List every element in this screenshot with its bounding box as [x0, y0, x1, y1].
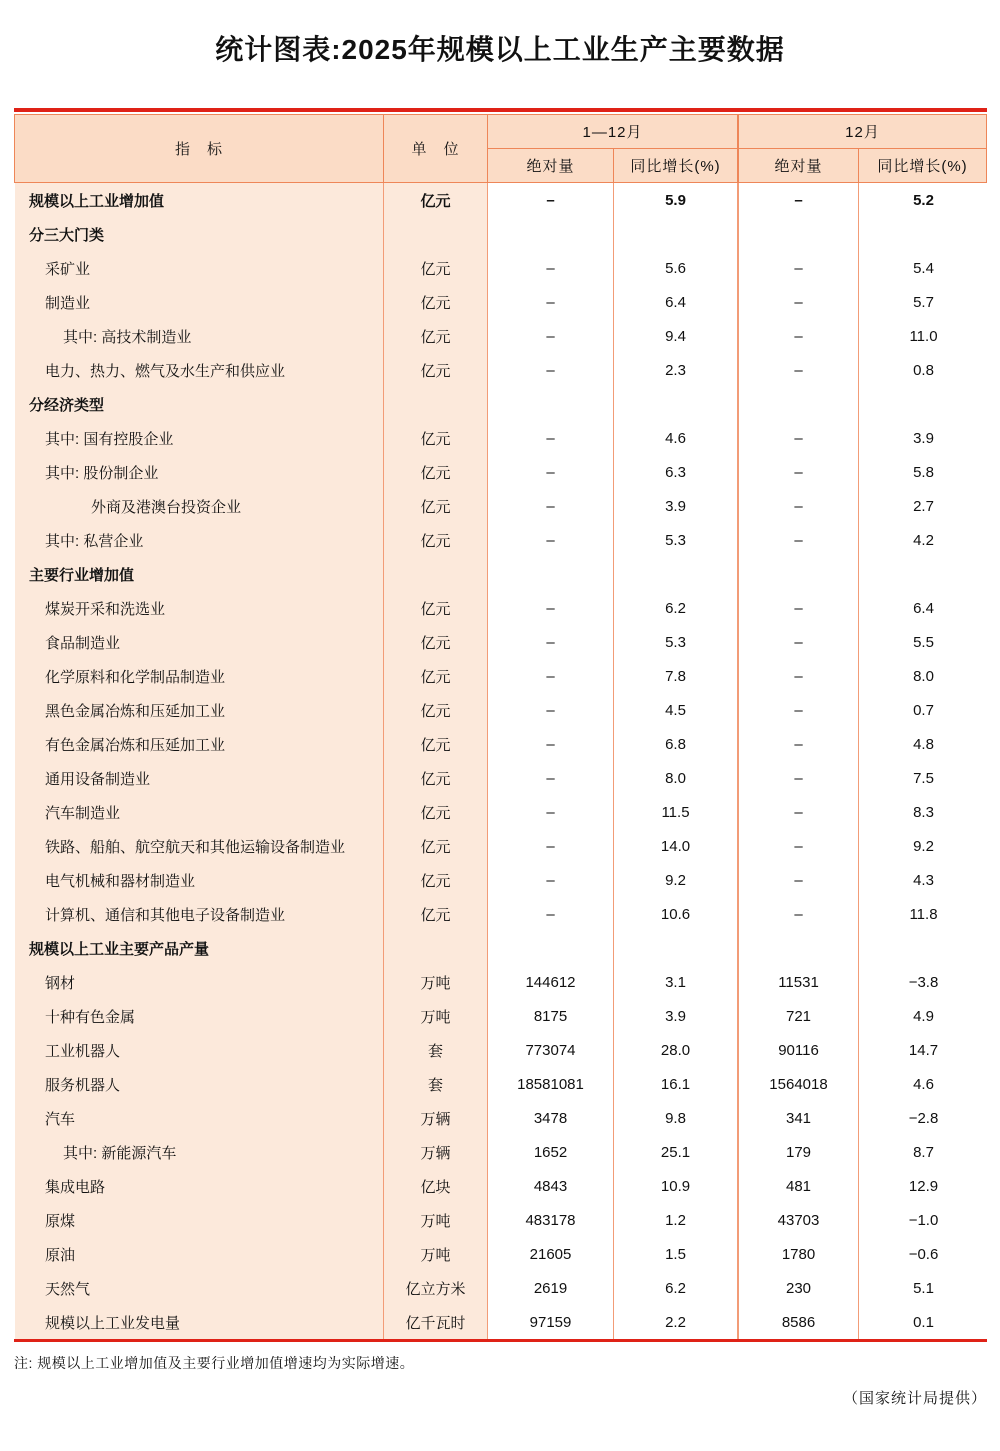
row-unit: 万辆: [384, 1135, 488, 1169]
row-value: –: [739, 285, 859, 319]
row-unit: 亿元: [384, 183, 488, 217]
table-row: [15, 489, 986, 523]
row-value: –: [488, 761, 614, 795]
row-unit: 亿元: [384, 285, 488, 319]
row-value: [488, 931, 614, 965]
row-value: 4.8: [913, 735, 934, 753]
table-row: [15, 1203, 986, 1237]
row-unit: 亿元: [384, 659, 488, 693]
row-value: 11.8: [909, 905, 938, 923]
row-value: 9.2: [614, 863, 739, 897]
table-row: [15, 387, 986, 421]
row-value: –: [488, 353, 614, 387]
row-value: [614, 217, 739, 251]
row-value: 8.0: [614, 761, 739, 795]
row-value: 6.4: [913, 599, 934, 617]
row-value: [859, 931, 988, 965]
header-group-dec: 12月: [739, 115, 986, 149]
row-indicator: 其中: 高技术制造业: [15, 319, 384, 353]
row-value: −1.0: [908, 1211, 939, 1229]
row-indicator: 其中: 私营企业: [15, 523, 384, 557]
row-unit: 套: [384, 1067, 488, 1101]
row-unit: [384, 387, 488, 421]
row-value: 3.9: [614, 999, 739, 1033]
table-row: [15, 829, 986, 863]
row-value: –: [739, 761, 859, 795]
row-value: 3.9: [614, 489, 739, 523]
row-unit: 亿元: [384, 897, 488, 931]
row-indicator: 采矿业: [15, 251, 384, 285]
row-unit: 万吨: [384, 1237, 488, 1271]
table-row: [15, 251, 986, 285]
row-value: [614, 387, 739, 421]
row-unit: [384, 217, 488, 251]
row-value: 25.1: [614, 1135, 739, 1169]
row-value: [739, 557, 859, 591]
row-value: 6.2: [614, 1271, 739, 1305]
row-value: 1564018: [739, 1067, 859, 1101]
row-value: [488, 557, 614, 591]
row-value: 14.0: [614, 829, 739, 863]
row-value: –: [739, 897, 859, 931]
row-unit: [384, 931, 488, 965]
table-header: [14, 114, 987, 183]
row-indicator: 集成电路: [15, 1169, 384, 1203]
row-indicator: 电力、热力、燃气及水生产和供应业: [15, 353, 384, 387]
row-unit: 亿元: [384, 523, 488, 557]
row-value: 1652: [488, 1135, 614, 1169]
row-value: 18581081: [488, 1067, 614, 1101]
row-value: 1.5: [614, 1237, 739, 1271]
row-value: 5.2: [913, 191, 934, 209]
row-indicator: 制造业: [15, 285, 384, 319]
row-value: 5.3: [614, 523, 739, 557]
row-value: –: [739, 319, 859, 353]
row-indicator: 通用设备制造业: [15, 761, 384, 795]
table-row: [15, 557, 986, 591]
row-indicator: 黑色金属冶炼和压延加工业: [15, 693, 384, 727]
row-value: –: [488, 183, 614, 217]
row-indicator: 钢材: [15, 965, 384, 999]
row-indicator: 原煤: [15, 1203, 384, 1237]
table-row: [15, 1271, 986, 1305]
row-value: 5.6: [614, 251, 739, 285]
table-row: [15, 693, 986, 727]
row-value: 2.7: [913, 497, 934, 515]
row-value: –: [488, 693, 614, 727]
row-value: 0.7: [913, 701, 934, 719]
row-value: –: [488, 829, 614, 863]
header-group-jan-dec: 1—12月: [488, 115, 739, 149]
row-value: –: [739, 829, 859, 863]
row-value: 11531: [739, 965, 859, 999]
row-value: 773074: [488, 1033, 614, 1067]
table-row: [15, 1135, 986, 1169]
row-value: [859, 387, 988, 421]
row-value: 21605: [488, 1237, 614, 1271]
table-row: [15, 931, 986, 965]
row-unit: 亿元: [384, 727, 488, 761]
row-unit: 亿元: [384, 421, 488, 455]
row-value: 12.9: [908, 1177, 939, 1195]
row-indicator: 计算机、通信和其他电子设备制造业: [15, 897, 384, 931]
row-value: –: [739, 625, 859, 659]
table-note: 注: 规模以上工业增加值及主要行业增加值增速均为实际增速。: [14, 1355, 415, 1371]
row-value: –: [739, 421, 859, 455]
row-indicator: 工业机器人: [15, 1033, 384, 1067]
row-value: 9.2: [913, 837, 934, 855]
table-row: [15, 1169, 986, 1203]
header-absolute-jan-dec: 绝对量: [488, 149, 614, 182]
row-value: 2.2: [614, 1305, 739, 1339]
row-value: 9.8: [614, 1101, 739, 1135]
row-value: 5.7: [913, 293, 934, 311]
row-value: 9.4: [614, 319, 739, 353]
row-unit: 亿元: [384, 761, 488, 795]
row-value: –: [739, 727, 859, 761]
row-indicator: 分经济类型: [15, 387, 384, 421]
row-indicator: 汽车: [15, 1101, 384, 1135]
table-row: [15, 965, 986, 999]
row-unit: 亿元: [384, 693, 488, 727]
row-value: –: [739, 523, 859, 557]
table-bottom-rule: [14, 1339, 987, 1342]
row-value: –: [739, 251, 859, 285]
row-value: 97159: [488, 1305, 614, 1339]
row-value: –: [739, 693, 859, 727]
row-indicator: 其中: 股份制企业: [15, 455, 384, 489]
row-indicator: 原油: [15, 1237, 384, 1271]
row-value: 11.0: [909, 327, 938, 345]
header-unit: 单 位: [384, 115, 488, 182]
row-value: –: [739, 353, 859, 387]
table-row: [15, 727, 986, 761]
row-value: 1.2: [614, 1203, 739, 1237]
row-value: –: [488, 285, 614, 319]
row-indicator: 有色金属冶炼和压延加工业: [15, 727, 384, 761]
row-unit: 亿元: [384, 319, 488, 353]
row-value: –: [488, 625, 614, 659]
table-row: [15, 795, 986, 829]
table-row: [15, 659, 986, 693]
row-value: 8.0: [913, 667, 934, 685]
table-row: [15, 1033, 986, 1067]
row-value: 4.6: [614, 421, 739, 455]
row-indicator: 食品制造业: [15, 625, 384, 659]
row-value: –: [739, 795, 859, 829]
row-indicator: 汽车制造业: [15, 795, 384, 829]
row-value: [739, 931, 859, 965]
row-value: –: [488, 489, 614, 523]
row-value: –: [739, 659, 859, 693]
row-value: −3.8: [908, 973, 939, 991]
row-value: 90116: [739, 1033, 859, 1067]
row-value: –: [488, 795, 614, 829]
row-unit: 亿立方米: [384, 1271, 488, 1305]
row-value: 341: [739, 1101, 859, 1135]
row-unit: 亿元: [384, 829, 488, 863]
row-indicator: 其中: 国有控股企业: [15, 421, 384, 455]
row-unit: 套: [384, 1033, 488, 1067]
page-title: 统计图表:2025年规模以上工业生产主要数据: [215, 34, 785, 65]
row-value: 7.8: [614, 659, 739, 693]
row-value: [739, 387, 859, 421]
row-value: 4.6: [913, 1075, 934, 1093]
row-unit: 万辆: [384, 1101, 488, 1135]
row-indicator: 电气机械和器材制造业: [15, 863, 384, 897]
row-indicator: 其中: 新能源汽车: [15, 1135, 384, 1169]
row-value: 4.5: [614, 693, 739, 727]
row-indicator: 化学原料和化学制品制造业: [15, 659, 384, 693]
row-value: 5.4: [913, 259, 934, 277]
row-value: –: [739, 455, 859, 489]
row-value: 10.9: [614, 1169, 739, 1203]
row-value: 6.8: [614, 727, 739, 761]
row-indicator: 服务机器人: [15, 1067, 384, 1101]
table-row: [15, 217, 986, 251]
row-value: –: [488, 421, 614, 455]
row-unit: [384, 557, 488, 591]
row-indicator: 十种有色金属: [15, 999, 384, 1033]
row-value: −0.6: [908, 1245, 939, 1263]
row-value: 16.1: [614, 1067, 739, 1101]
row-value: 0.1: [913, 1313, 934, 1331]
row-value: 43703: [739, 1203, 859, 1237]
row-unit: 亿元: [384, 625, 488, 659]
row-unit: 亿元: [384, 251, 488, 285]
row-value: 28.0: [614, 1033, 739, 1067]
row-value: [488, 387, 614, 421]
row-value: –: [488, 659, 614, 693]
row-value: 230: [739, 1271, 859, 1305]
row-value: 144612: [488, 965, 614, 999]
row-value: 5.5: [913, 633, 934, 651]
row-value: [739, 217, 859, 251]
row-indicator: 外商及港澳台投资企业: [15, 489, 384, 523]
row-value: 721: [739, 999, 859, 1033]
row-unit: 万吨: [384, 999, 488, 1033]
row-indicator: 天然气: [15, 1271, 384, 1305]
row-value: 10.6: [614, 897, 739, 931]
row-value: −2.8: [908, 1109, 939, 1127]
row-value: 11.5: [614, 795, 739, 829]
table-row: [15, 1305, 986, 1339]
row-value: 8.3: [913, 803, 934, 821]
row-value: 6.4: [614, 285, 739, 319]
row-indicator: 规模以上工业增加值: [15, 183, 384, 217]
row-unit: 亿元: [384, 591, 488, 625]
row-value: 179: [739, 1135, 859, 1169]
row-value: 5.9: [614, 183, 739, 217]
row-value: 6.3: [614, 455, 739, 489]
row-indicator: 煤炭开采和洗选业: [15, 591, 384, 625]
table-row: [15, 999, 986, 1033]
header-indicator: 指 标: [15, 115, 384, 182]
table-row: [15, 761, 986, 795]
row-value: [614, 557, 739, 591]
table-row: [15, 183, 986, 217]
table-row: [15, 285, 986, 319]
row-value: 4.9: [913, 1007, 934, 1025]
row-value: 8586: [739, 1305, 859, 1339]
row-value: 4.3: [913, 871, 934, 889]
row-value: –: [739, 591, 859, 625]
table-row: [15, 455, 986, 489]
row-value: 0.8: [913, 361, 934, 379]
row-value: –: [739, 489, 859, 523]
row-indicator: 规模以上工业发电量: [15, 1305, 384, 1339]
statistics-table: [14, 108, 987, 1342]
row-value: 2619: [488, 1271, 614, 1305]
table-row: [15, 421, 986, 455]
row-unit: 亿元: [384, 795, 488, 829]
table-row: [15, 319, 986, 353]
row-value: 7.5: [913, 769, 934, 787]
row-value: –: [739, 183, 859, 217]
row-value: [859, 217, 988, 251]
row-value: 4.2: [913, 531, 934, 549]
row-value: 5.1: [913, 1279, 934, 1297]
row-value: 3.1: [614, 965, 739, 999]
row-value: 5.3: [614, 625, 739, 659]
row-indicator: 分三大门类: [15, 217, 384, 251]
row-value: –: [488, 455, 614, 489]
table-body: [14, 183, 987, 1339]
row-unit: 万吨: [384, 1203, 488, 1237]
table-row: [15, 863, 986, 897]
table-top-rule: [14, 108, 987, 112]
row-value: [859, 557, 988, 591]
row-value: [488, 217, 614, 251]
row-unit: 亿元: [384, 489, 488, 523]
row-value: –: [488, 523, 614, 557]
table-row: [15, 1067, 986, 1101]
row-unit: 亿元: [384, 455, 488, 489]
header-yoy-jan-dec: 同比增长(%): [614, 149, 739, 182]
row-value: 2.3: [614, 353, 739, 387]
row-indicator: 铁路、船舶、航空航天和其他运输设备制造业: [15, 829, 384, 863]
row-value: [614, 931, 739, 965]
row-value: 3.9: [913, 429, 934, 447]
row-value: 483178: [488, 1203, 614, 1237]
row-value: 8.7: [913, 1143, 934, 1161]
row-value: –: [488, 897, 614, 931]
row-indicator: 主要行业增加值: [15, 557, 384, 591]
source-credit: （国家统计局提供）: [842, 1390, 987, 1407]
table-row: [15, 625, 986, 659]
row-value: 3478: [488, 1101, 614, 1135]
row-value: 481: [739, 1169, 859, 1203]
row-value: 5.8: [913, 463, 934, 481]
row-indicator: 规模以上工业主要产品产量: [15, 931, 384, 965]
row-value: 8175: [488, 999, 614, 1033]
row-value: –: [739, 863, 859, 897]
row-value: 14.7: [908, 1041, 939, 1059]
table-row: [15, 591, 986, 625]
row-value: –: [488, 251, 614, 285]
row-unit: 亿千瓦时: [384, 1305, 488, 1339]
table-row: [15, 353, 986, 387]
row-value: 1780: [739, 1237, 859, 1271]
table-row: [15, 1101, 986, 1135]
row-unit: 亿元: [384, 353, 488, 387]
table-row: [15, 523, 986, 557]
row-value: –: [488, 727, 614, 761]
table-row: [15, 1237, 986, 1271]
row-unit: 亿元: [384, 863, 488, 897]
table-row: [15, 897, 986, 931]
row-unit: 万吨: [384, 965, 488, 999]
row-value: 4843: [488, 1169, 614, 1203]
row-value: –: [488, 591, 614, 625]
row-value: –: [488, 319, 614, 353]
header-absolute-dec: 绝对量: [739, 149, 859, 182]
row-unit: 亿块: [384, 1169, 488, 1203]
row-value: –: [488, 863, 614, 897]
row-value: 6.2: [614, 591, 739, 625]
header-yoy-dec: 同比增长(%): [877, 158, 968, 175]
